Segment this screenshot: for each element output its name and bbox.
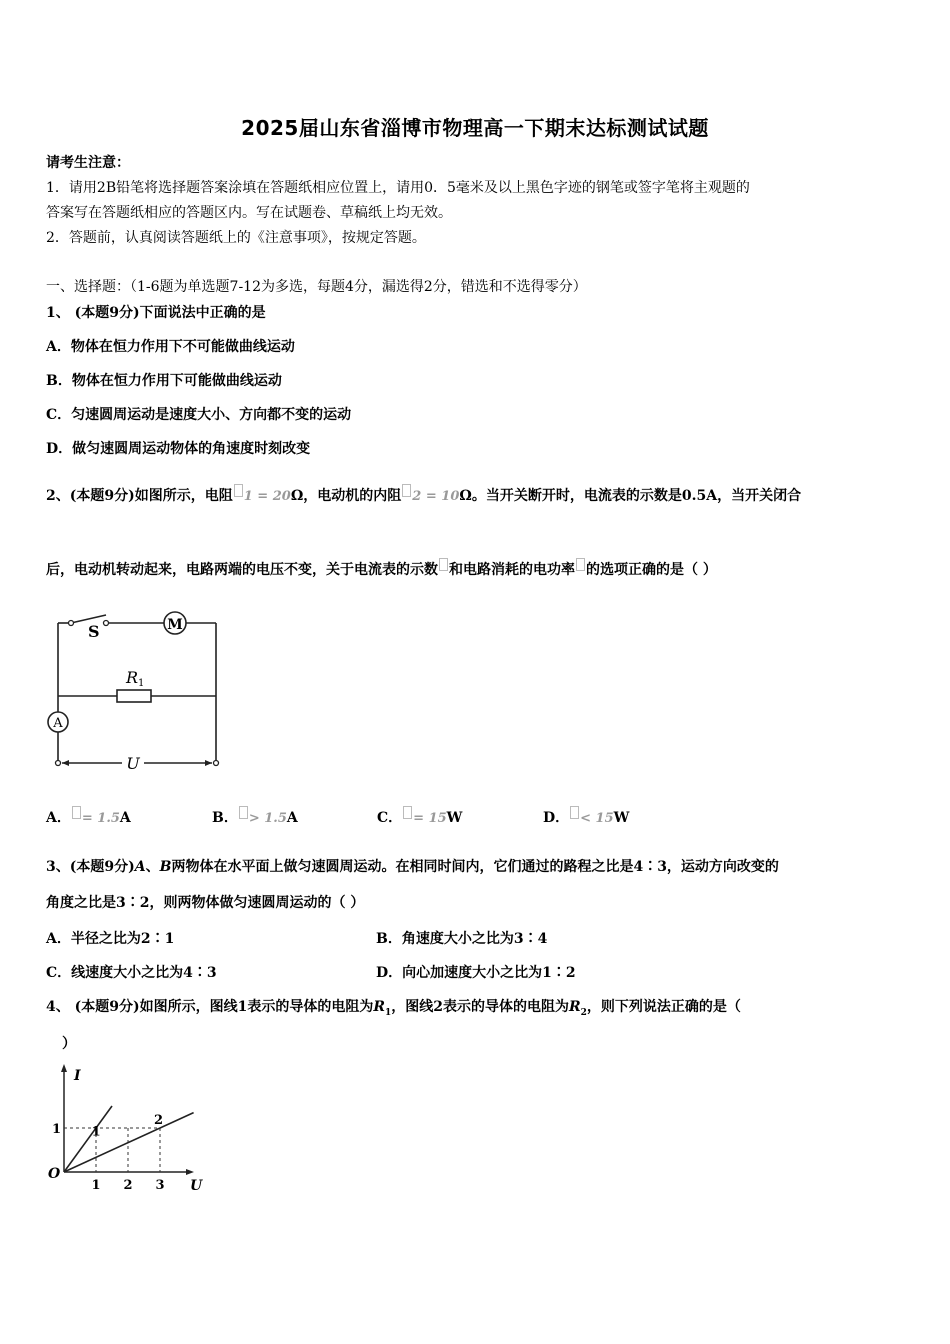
q2-stem-line-2 [46,558,717,579]
q1-option-d: D．做匀速圆周运动物体的角速度时刻改变 [46,441,311,457]
y-tick-label-1: 1 [52,1122,62,1137]
q2-option-c-math: = 15 [413,811,447,826]
q1-option-c: C．匀速圆周运动是速度大小、方向都不变的运动 [46,407,352,423]
q2-option-a-unit: A [119,810,131,826]
notice-line-1b: 答案写在答题纸相应的答题区内。写在试题卷、草稿纸上均无效。 [46,205,452,221]
y-axis-label: I [74,1068,81,1084]
formula-placeholder-icon [439,558,448,571]
resistor-r1 [117,690,151,702]
q2-option-d-math: < 15 [580,811,614,826]
q2-option-d-unit: W [613,810,630,826]
q3-option-b: B．角速度大小之比为3∶4 [376,931,548,947]
formula-placeholder-icon [402,484,411,497]
q2-option-a-label: A． [46,810,71,826]
q3-stem-line-2: 角度之比是3∶2，则两物体做匀速圆周运动的（ ） [46,895,365,911]
series-line-2 [64,1113,194,1172]
motor-label: M [167,617,183,633]
q4-iu-graph [40,1060,210,1196]
x-axis-arrow-icon [186,1169,194,1175]
switch-contact-left [69,621,74,626]
q2-option-c [377,806,462,827]
q2-stem-line-1 [46,484,801,505]
q3-text-1: 3、(本题9分) [46,859,135,875]
origin-label: O [48,1166,61,1182]
q2-text-2: Ω，电动机的内阻 [290,488,402,504]
q3-stem-line-1 [46,856,779,876]
q2-text-5: 和电路消耗的电功率 [449,562,575,578]
q2-formula-r2: 2 = 10 [412,489,460,504]
q1-option-b: B．物体在恒力作用下可能做曲线运动 [46,373,282,389]
formula-placeholder-icon [72,806,81,819]
terminal-left [56,761,61,766]
notice-heading: 请考生注意： [46,155,130,171]
q2-text-4: 后，电动机转动起来，电路两端的电压不变，关于电流表的示数 [46,562,438,578]
q4-r1: R [373,999,385,1015]
switch-label: S [88,622,100,641]
q3-option-d: D．向心加速度大小之比为1∶2 [376,965,576,981]
q3-text-2: 两物体在水平面上做匀速圆周运动。在相同时间内，它们通过的路程之比是4∶3，运动方向改变的 [171,859,779,875]
q3-object-b: B [159,859,172,875]
x-axis-label: U [190,1178,203,1194]
series-line-1 [64,1106,112,1172]
q2-text-1: 2、(本题9分)如图所示，电阻 [46,488,233,504]
section-heading: 一、选择题：（1-6题为单选题7-12为多选，每题4分，漏选得2分，错选和不选得零分） [46,279,587,295]
q4-r2-subscript: 2 [580,1007,587,1018]
q2-option-c-unit: W [446,810,463,826]
q2-circuit-diagram [44,606,234,776]
q4-text-1: 4、 (本题9分)如图所示，图线1表示的导体的电阻为 [46,999,374,1015]
formula-placeholder-icon [576,558,585,571]
q2-option-b-math: > 1.5 [248,811,287,826]
q2-option-c-label: C． [377,810,403,826]
formula-placeholder-icon [570,806,579,819]
x-tick-label-1: 1 [91,1178,101,1193]
q4-r2: R [569,999,581,1015]
voltage-label: U [126,754,140,773]
notice-line-1: 1．请用2B铅笔将选择题答案涂填在答题纸相应位置上，请用0．5毫米及以上黑色字迹的钢笔或签字笔将主观题的 [46,180,750,196]
q3-option-c: C．线速度大小之比为4∶3 [46,965,217,981]
q3-separator: 、 [145,859,160,875]
resistor-label: R [126,668,139,687]
q2-option-a [46,806,131,827]
q2-option-b-unit: A [286,810,298,826]
q2-option-d [543,806,629,827]
formula-placeholder-icon [403,806,412,819]
ammeter-label: A [53,716,63,731]
q1-option-a: A．物体在恒力作用下不可能做曲线运动 [46,339,295,355]
arrow-head-right-icon [205,760,212,766]
arrow-head-left-icon [62,760,69,766]
series-label-2: 2 [154,1113,164,1128]
terminal-right [214,761,219,766]
q3-option-a: A．半径之比为2∶1 [46,931,175,947]
q2-option-d-label: D． [543,810,570,826]
formula-placeholder-icon [239,806,248,819]
series-label-1: 1 [91,1124,101,1140]
q4-text-3: ，则下列说法正确的是（ [586,999,741,1015]
x-tick-label-3: 3 [155,1178,165,1193]
q3-object-a: A [134,859,146,875]
notice-line-2: 2．答题前，认真阅读答题纸上的《注意事项》，按规定答题。 [46,230,426,246]
exam-title: 2025届山东省淄博市物理高一下期末达标测试试题 [241,116,709,140]
resistor-subscript: 1 [138,678,145,689]
q2-text-3: Ω。当开关断开时，电流表的示数是0.5A，当开关闭合 [459,488,802,504]
q2-option-a-math: = 1.5 [81,811,120,826]
q2-option-b-label: B． [212,810,238,826]
q2-formula-r1: 1 = 20 [243,489,291,504]
switch-contact-right [104,621,109,626]
formula-placeholder-icon [234,484,243,497]
q4-text-2: ，图线2表示的导体的电阻为 [391,999,570,1015]
q4-stem-line-2: ） [62,1036,76,1052]
q2-text-6: 的选项正确的是（ ） [586,562,717,578]
x-tick-label-2: 2 [123,1178,133,1193]
q1-stem: 1、 (本题9分)下面说法中正确的是 [46,305,266,321]
q4-r1-subscript: 1 [385,1007,392,1018]
q4-stem-line-1 [46,996,741,1018]
y-axis-arrow-icon [61,1064,67,1072]
q2-option-b [212,806,298,827]
